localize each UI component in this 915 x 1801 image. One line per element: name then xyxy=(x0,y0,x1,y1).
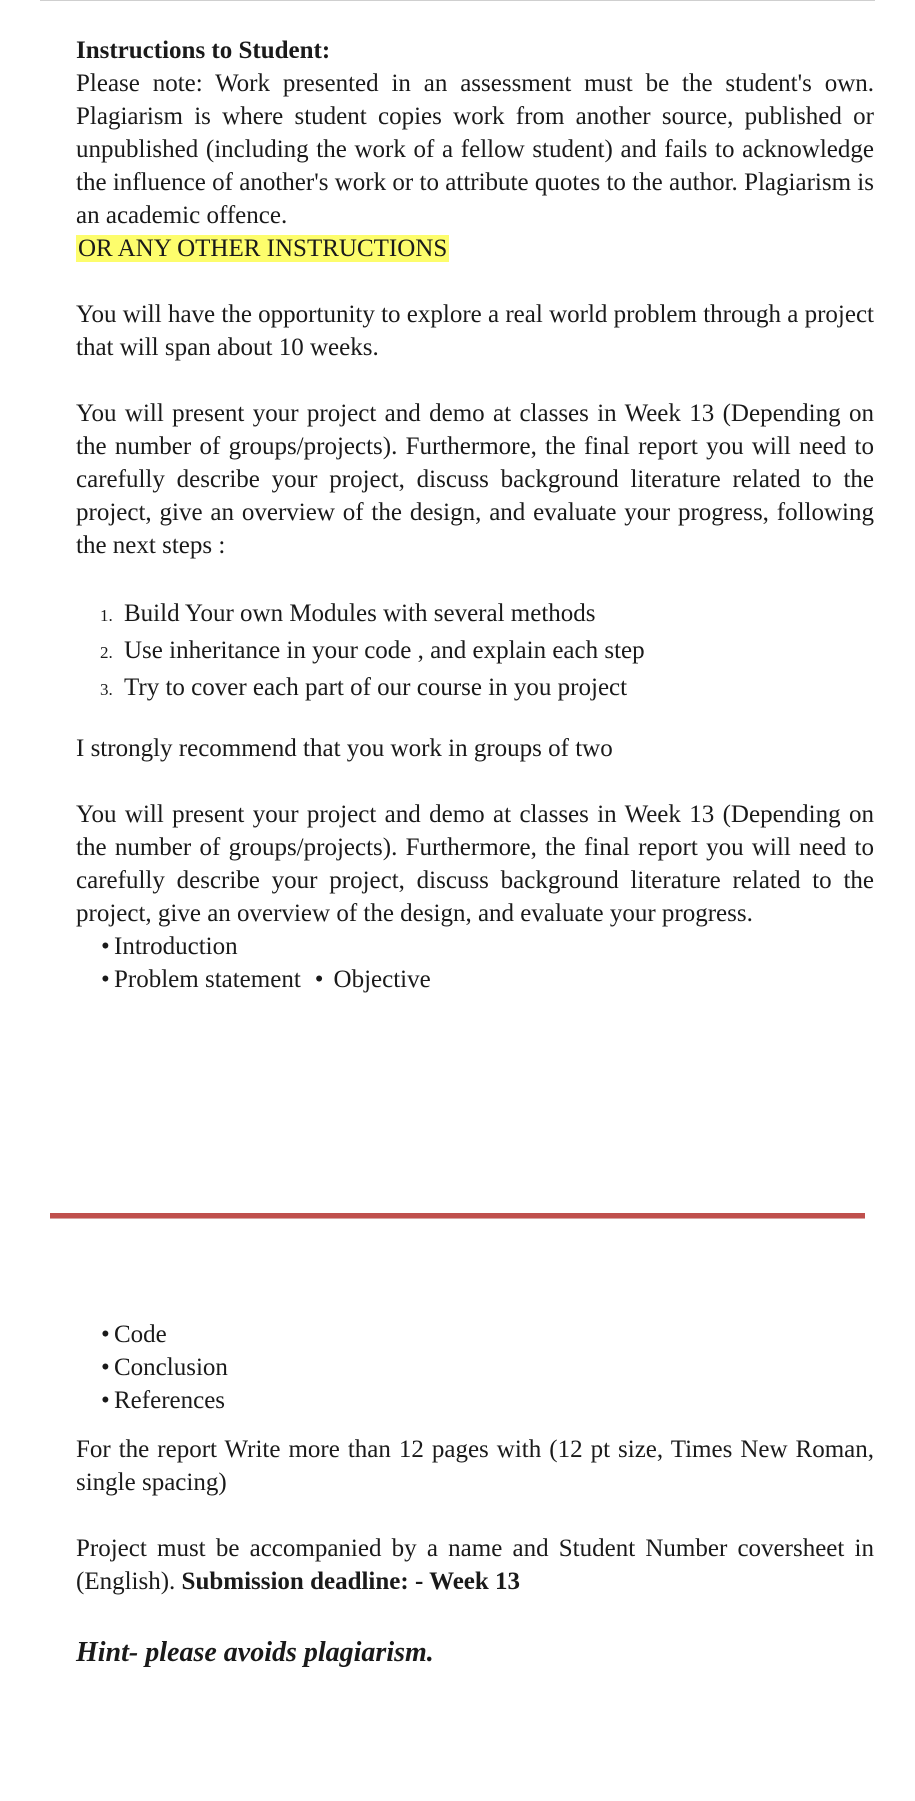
document-body-lower xyxy=(76,1318,874,1669)
list-item: • Problem statement • Objective xyxy=(101,963,874,996)
bullet-icon: • xyxy=(101,966,110,993)
report-format: For the report Write more than 12 pages with (12 pt size, Times New Roman, single spacing) xyxy=(76,1436,874,1496)
report-sections-top xyxy=(101,930,874,996)
document-body xyxy=(76,34,874,996)
highlighted-text: OR ANY OTHER INSTRUCTIONS xyxy=(78,235,448,262)
report-sections-bottom xyxy=(101,1318,874,1417)
list-item: • Introduction xyxy=(101,930,874,963)
list-item: • Code xyxy=(101,1318,874,1351)
plagiarism-note: Please note: Work presented in an assessment must be the student's own. Plagiarism is where student copies work from another source, published or unpublished (including the work of a fellow student) and fails to acknowledge the influence of another's work or to attribute quotes to the author. Plagiarism is an academic offence. xyxy=(76,70,874,229)
intro-paragraph: You will have the opportunity to explore a real world problem through a project that will span about 10 weeks. xyxy=(76,301,874,361)
submission-deadline: Submission deadline: - Week 13 xyxy=(181,1568,521,1595)
presentation-paragraph: You will present your project and demo at classes in Week 13 (Depending on the number of groups/projects). Furthermore, the final report you will need to carefully describe your project, discuss background literature related to the project, give an overview of the design, and evaluate your progress, following the next steps : xyxy=(76,400,874,559)
bullet-icon: • xyxy=(101,1321,110,1348)
bullet-icon: • xyxy=(314,966,324,993)
list-item: • Conclusion xyxy=(101,1351,874,1384)
bullet-icon: • xyxy=(101,1387,110,1414)
group-recommendation: I strongly recommend that you work in groups of two xyxy=(76,735,613,762)
coversheet-requirement: Project must be accompanied by a name and Student Number coversheet in (English). Submission deadline: - Week 13 xyxy=(76,1535,874,1595)
bullet-icon: • xyxy=(101,933,110,960)
section-divider xyxy=(50,1213,865,1218)
other-instructions xyxy=(76,232,874,265)
list-item: 2. Use inheritance in your code , and explain each step xyxy=(100,637,645,664)
list-item: 3. Try to cover each part of our course in you project xyxy=(100,674,628,701)
bullet-icon: • xyxy=(101,1354,110,1381)
list-item: • References xyxy=(101,1384,874,1417)
plagiarism-hint: Hint- please avoids plagiarism. xyxy=(76,1637,434,1668)
presentation-paragraph-2: You will present your project and demo at classes in Week 13 (Depending on the number of groups/projects). Furthermore, the final report you will need to carefully describe your project, discuss background literature related to the project, give an overview of the design, and evaluate your progress. xyxy=(76,801,874,927)
steps-list xyxy=(100,596,874,707)
instructions-heading: Instructions to Student: xyxy=(76,37,331,64)
top-divider xyxy=(40,0,875,1)
list-item: 1. Build Your own Modules with several methods xyxy=(100,600,596,627)
